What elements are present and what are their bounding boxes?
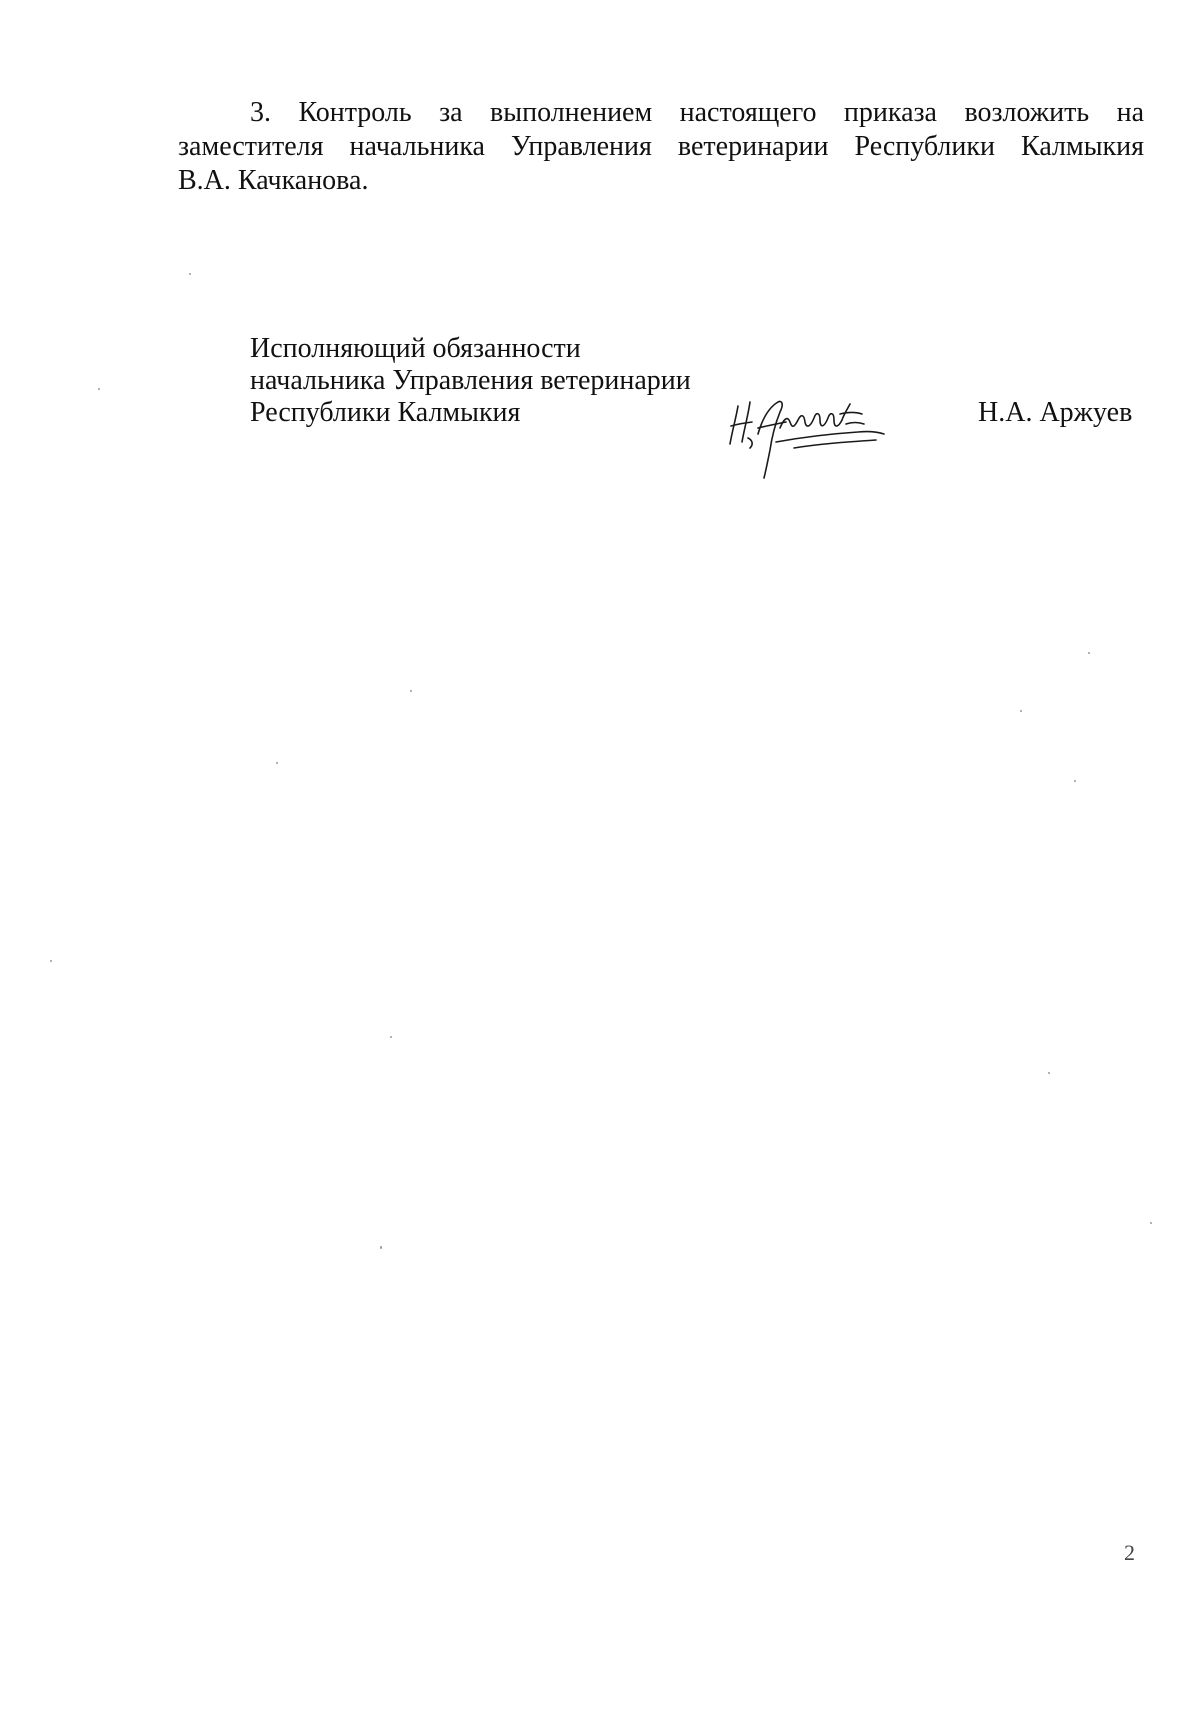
- scan-speck: [276, 762, 278, 764]
- scan-speck: [1048, 1072, 1050, 1074]
- signatory-position: [250, 333, 691, 429]
- scan-speck: [410, 690, 412, 692]
- scan-speck: [1088, 652, 1090, 654]
- position-line-1: Исполняющий обязанности: [250, 333, 581, 364]
- scan-speck: [380, 1246, 382, 1249]
- scan-speck: [189, 273, 191, 275]
- paragraph-line-2: заместителя начальника Управления ветеринарии Республики Калмыкия: [178, 131, 1144, 162]
- scan-speck: [1020, 710, 1022, 712]
- control-paragraph: [178, 96, 1144, 198]
- page-number: 2: [1124, 1540, 1135, 1565]
- scan-speck: [1150, 1222, 1152, 1224]
- position-line-3: Республики Калмыкия: [250, 397, 521, 428]
- signer-name: Н.А. Аржуев: [978, 397, 1133, 428]
- scan-speck: [390, 1036, 392, 1038]
- handwritten-signature: [728, 398, 888, 480]
- position-line-2: начальника Управления ветеринарии: [250, 365, 691, 396]
- paragraph-line-1: 3. Контроль за выполнением настоящего приказа возложить на: [250, 97, 1144, 128]
- scan-speck: [98, 388, 100, 390]
- paragraph-line-3: В.А. Качканова.: [178, 165, 369, 196]
- scan-speck: [1074, 780, 1076, 782]
- scan-speck: [50, 960, 52, 962]
